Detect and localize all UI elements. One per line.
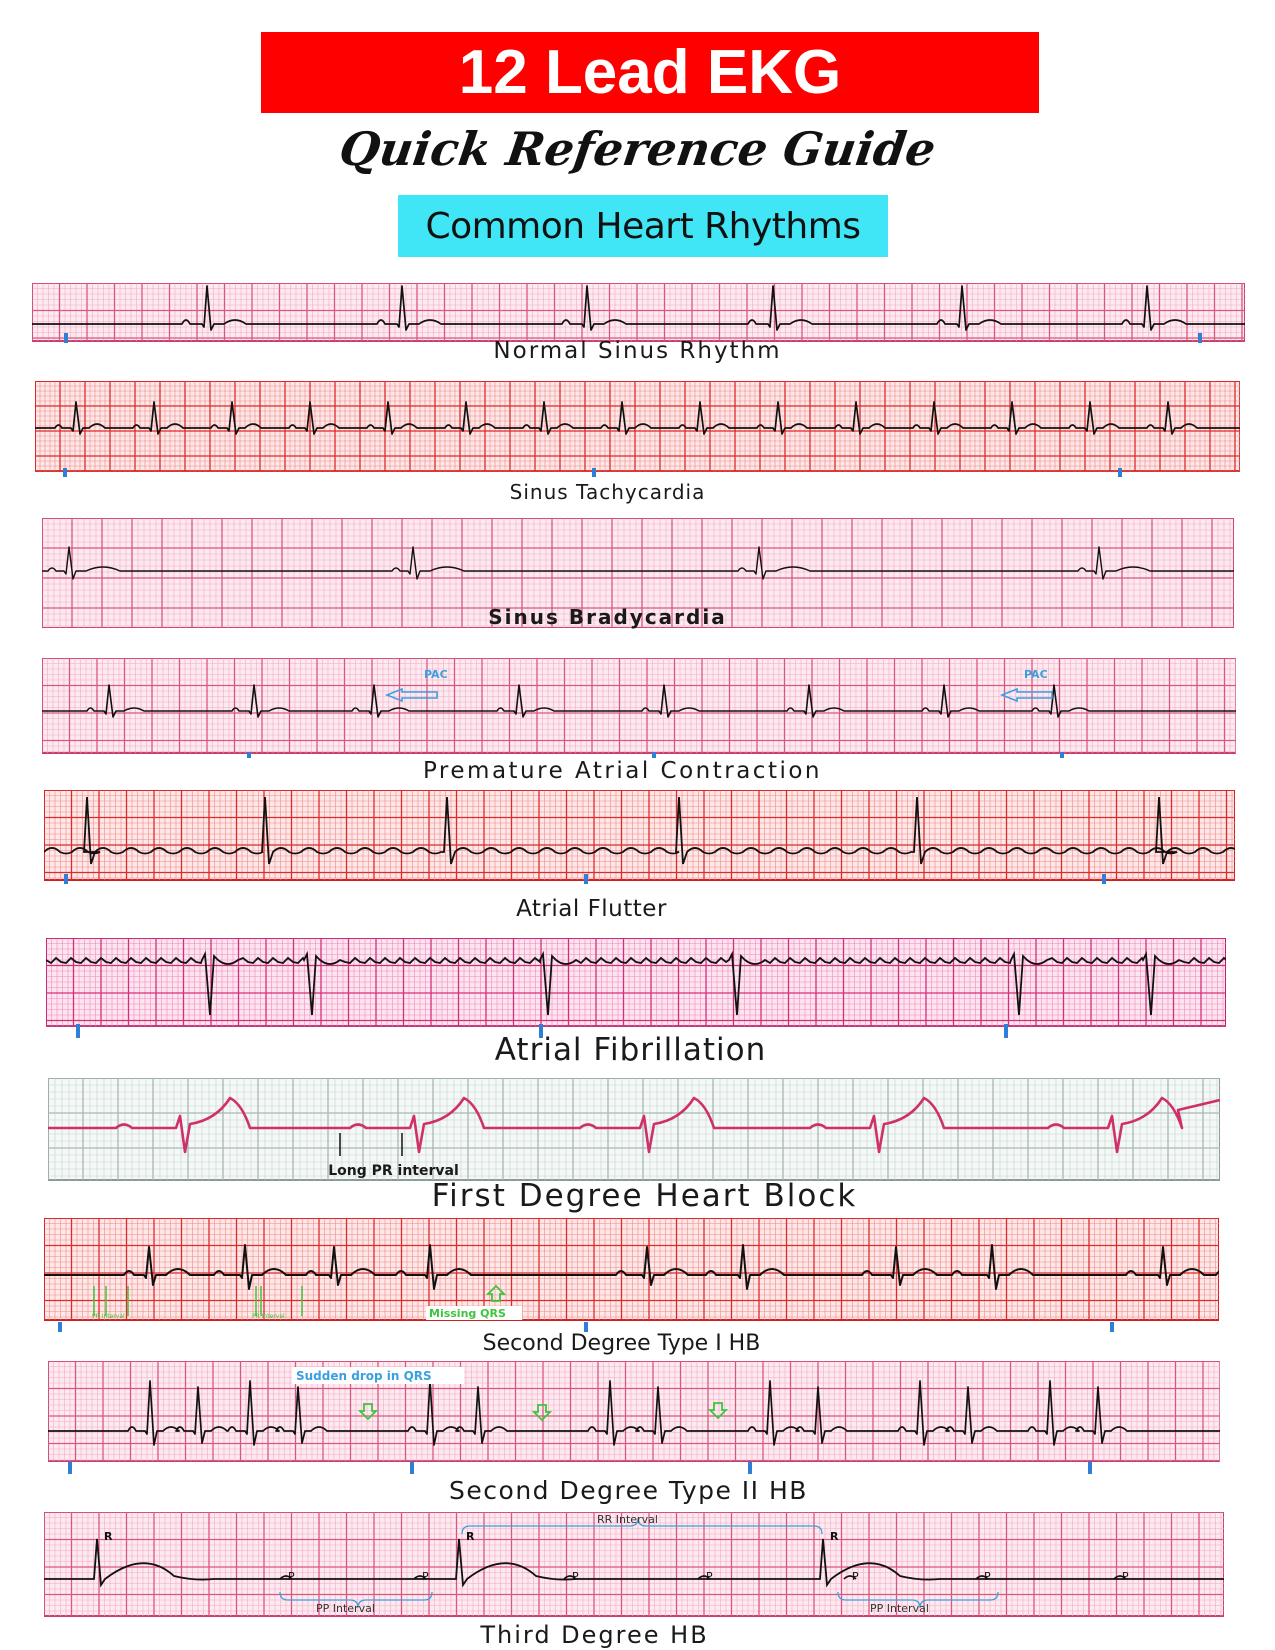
rhythm-label-second-degree-type-1: Second Degree Type I HB xyxy=(482,1331,761,1356)
rhythm-label-second-degree-type-2: Second Degree Type II HB xyxy=(449,1476,808,1505)
r-wave-label: R xyxy=(466,1530,475,1543)
annotation-rr-interval: RR Interval xyxy=(597,1513,658,1526)
annotation-pr-interval: PR Interval xyxy=(252,1313,285,1320)
ekg-strip-atrial-flutter xyxy=(44,790,1235,890)
title-banner xyxy=(261,32,1039,113)
page-subtitle: Quick Reference Guide xyxy=(336,122,939,176)
ekg-grid xyxy=(44,790,1235,880)
section-title-box xyxy=(398,195,888,257)
annotation-pac: PAC xyxy=(1024,668,1048,681)
rhythm-label-sinus-bradycardia: Sinus Bradycardia xyxy=(488,605,727,629)
ekg-strip-sinus-tachycardia xyxy=(35,381,1240,477)
time-marker xyxy=(410,1462,414,1474)
annotation-sudden-drop: Sudden drop in QRS xyxy=(296,1369,432,1383)
time-marker xyxy=(64,874,68,884)
p-wave-label: P xyxy=(422,1570,429,1583)
rhythm-label-third-degree: Third Degree HB xyxy=(480,1621,709,1649)
rhythm-label-atrial-fibrillation: Atrial Fibrillation xyxy=(494,1032,767,1068)
ekg-grid xyxy=(44,1512,1224,1616)
ekg-strip-second-degree-type-1 xyxy=(44,1218,1219,1334)
p-wave-label: P xyxy=(706,1570,713,1583)
ekg-grid xyxy=(48,1361,1220,1461)
ekg-strip-atrial-fibrillation xyxy=(46,938,1226,1042)
annotation-pr-interval: PR Interval xyxy=(92,1313,125,1320)
time-marker xyxy=(63,468,67,477)
ekg-strip-third-degree xyxy=(44,1512,1224,1630)
ekg-grid xyxy=(32,283,1245,341)
ekg-strip-normal-sinus xyxy=(32,283,1245,343)
time-marker xyxy=(592,468,596,477)
rhythm-label-normal-sinus: Normal Sinus Rhythm xyxy=(493,338,782,364)
time-marker xyxy=(1088,1462,1092,1474)
ekg-grid xyxy=(44,1218,1219,1320)
p-wave-label: P xyxy=(1122,1570,1129,1583)
p-wave-label: P xyxy=(852,1570,859,1583)
r-wave-label: R xyxy=(830,1530,839,1543)
time-marker xyxy=(748,1462,752,1474)
time-marker xyxy=(68,1462,72,1474)
r-wave-label: R xyxy=(104,1530,113,1543)
time-marker xyxy=(1102,874,1106,884)
annotation-pp-interval: PP Interval xyxy=(870,1602,929,1615)
page-title: 12 Lead EKG xyxy=(458,38,842,107)
rhythm-label-pac: Premature Atrial Contraction xyxy=(422,758,823,784)
rhythm-label-sinus-tachycardia: Sinus Tachycardia xyxy=(509,480,706,504)
ekg-strip-pac xyxy=(42,658,1236,758)
section-title: Common Heart Rhythms xyxy=(425,205,861,247)
rhythm-label-atrial-flutter: Atrial Flutter xyxy=(516,896,667,922)
p-wave-label: P xyxy=(572,1570,579,1583)
p-wave-label: P xyxy=(984,1570,991,1583)
time-marker xyxy=(584,874,588,884)
time-marker xyxy=(1118,468,1122,477)
rhythm-label-first-degree: First Degree Heart Block xyxy=(431,1178,858,1214)
ekg-grid xyxy=(46,938,1226,1026)
annotation-missing-qrs: Missing QRS xyxy=(429,1307,506,1320)
annotation-pp-interval: PP Interval xyxy=(316,1602,375,1615)
ekg-strip-second-degree-type-2 xyxy=(48,1361,1220,1481)
annotation-long-pr: Long PR interval xyxy=(328,1163,459,1179)
p-wave-label: P xyxy=(288,1570,295,1583)
annotation-pac: PAC xyxy=(424,668,448,681)
